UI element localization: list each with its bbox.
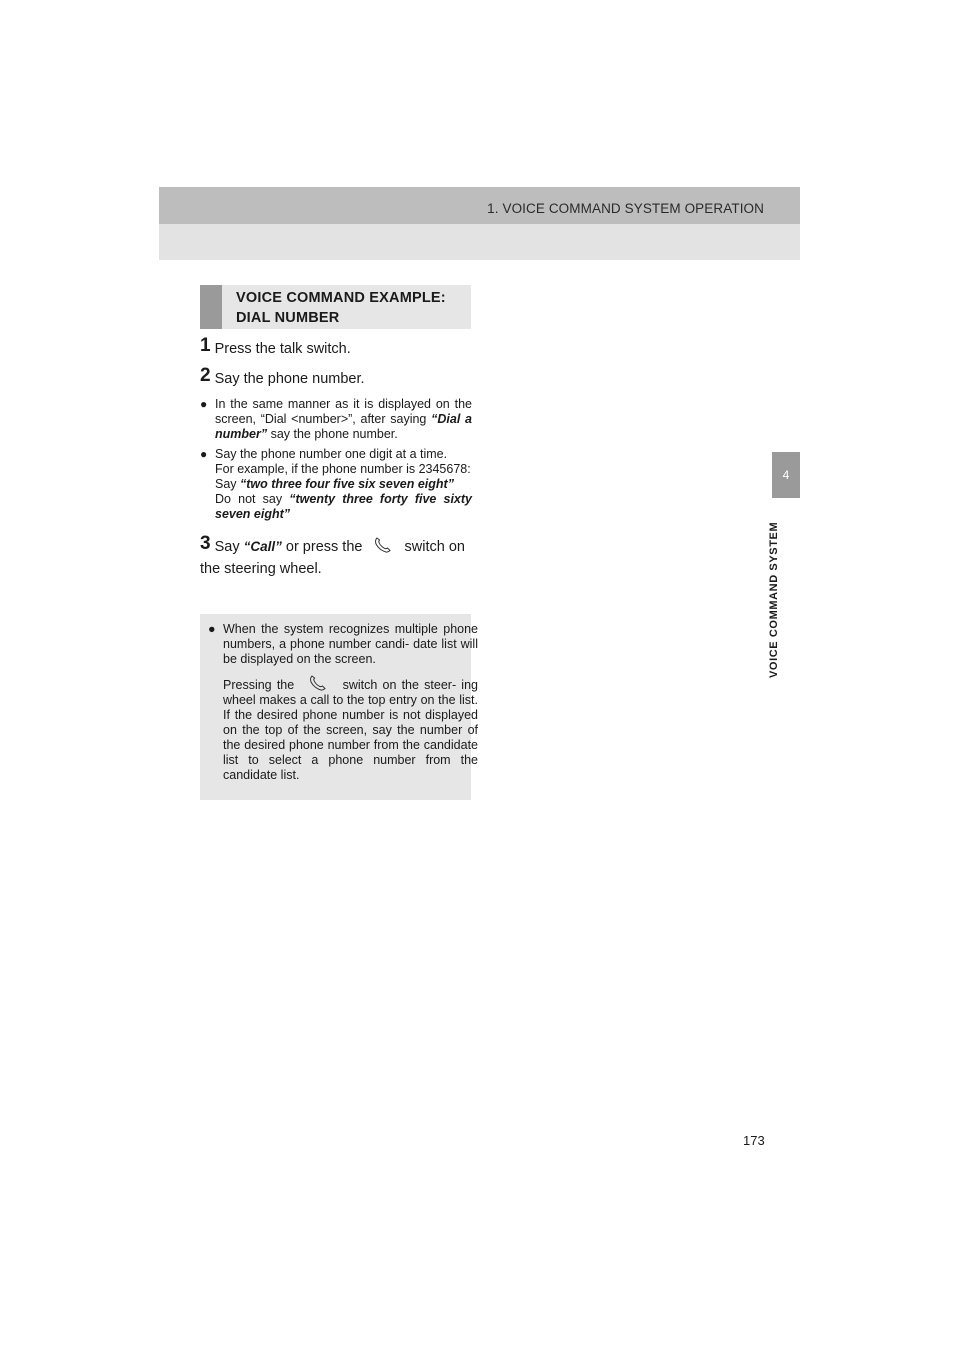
section-heading-bar — [200, 285, 222, 329]
bullet-text: Say — [215, 477, 241, 491]
step-number: 2 — [200, 365, 211, 386]
note-paragraph-2 — [223, 674, 478, 783]
note-text-fragment: Pressing the — [223, 678, 295, 692]
voice-command-text: “Call” — [243, 539, 282, 554]
header-band — [159, 187, 800, 224]
section-title-line2: DIAL NUMBER — [236, 310, 340, 326]
bullet-digit-at-a-time — [200, 447, 472, 522]
step-2 — [200, 365, 472, 389]
voice-command-text: “Dial a number” — [215, 412, 472, 441]
section-heading — [200, 285, 471, 329]
header-band-lower — [159, 224, 800, 260]
voice-command-text: “twenty three forty five sixty seven eight” — [215, 492, 472, 521]
step-text: Say the phone number. — [214, 371, 365, 387]
bullet-icon: ● — [200, 447, 208, 461]
bullet-text: For example, if the phone number is 2345678: — [215, 462, 471, 476]
step-text: Press the talk switch. — [214, 341, 351, 357]
phone-icon — [372, 536, 394, 554]
chapter-tab-label-text: VOICE COMMAND SYSTEM — [768, 521, 780, 678]
header-title: 1. VOICE COMMAND SYSTEM OPERATION — [487, 201, 764, 216]
bullet-text: say the phone number. — [267, 427, 398, 441]
bullet-text: Do not say — [215, 492, 290, 506]
note-paragraph-1: When the system recognizes multiple phone numbers, a phone number candi- date list will be displayed on the screen. — [223, 622, 478, 666]
chapter-tab-number: 4 — [772, 452, 800, 498]
step-number: 1 — [200, 335, 211, 356]
chapter-tab-label — [768, 498, 800, 678]
bullet-dial-number — [200, 397, 472, 442]
section-heading-title — [236, 288, 446, 328]
step-text: Say — [214, 539, 244, 555]
bullet-icon: ● — [200, 397, 208, 411]
instructions — [200, 335, 472, 580]
bullet-text: Say the phone number one digit at a time. — [215, 447, 448, 461]
note-box — [200, 614, 478, 800]
step-3 — [200, 535, 472, 580]
bullet-text: In the same manner as it is displayed on the screen, “Dial <number>”, after saying — [215, 397, 472, 426]
step-text: or press the — [281, 539, 363, 555]
step-1 — [200, 335, 472, 359]
page-number: 173 — [743, 1133, 765, 1148]
section-title-line1: VOICE COMMAND EXAMPLE: — [236, 290, 446, 306]
note-text-fragment: switch on the steer- ing wheel makes a call to the top entry on the list. If the desired phone number is not displayed on the top of the screen, say the number of the desired phone number from the candidate list to select a phone number from the candidate list. — [223, 678, 478, 782]
note-text — [208, 622, 478, 783]
voice-command-text: “two three four five six seven eight” — [240, 477, 454, 491]
bullet-icon: ● — [208, 622, 216, 636]
phone-icon — [307, 674, 329, 692]
step-number: 3 — [200, 533, 211, 554]
step-text: switch on the steering wheel. — [200, 539, 465, 577]
